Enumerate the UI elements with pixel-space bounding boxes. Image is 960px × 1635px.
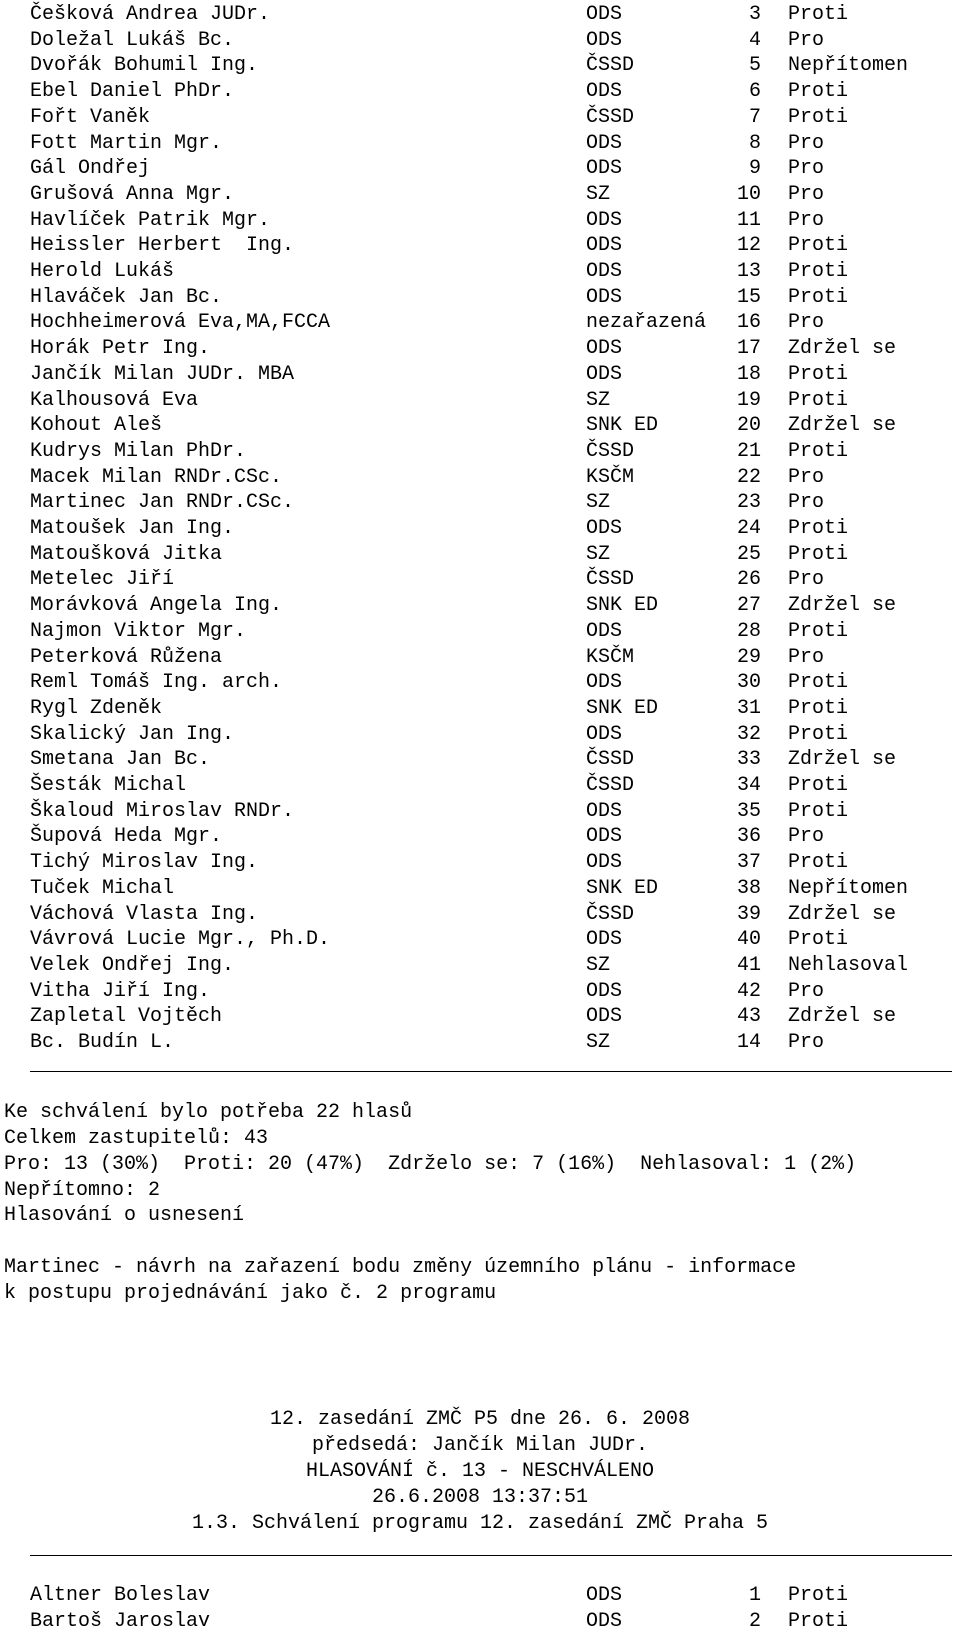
table-row <box>0 542 960 568</box>
member-party: ODS <box>586 979 623 1003</box>
member-party: SZ <box>586 388 611 412</box>
member-name: Bartoš Jaroslav <box>30 1609 211 1633</box>
motion-text-line-1: Martinec - návrh na zařazení bodu změny územního plánu - informace <box>4 1256 797 1279</box>
member-number: 32 <box>736 722 761 746</box>
table-row <box>0 1030 960 1056</box>
member-number: 34 <box>736 774 761 797</box>
vote-type: Hlasování o usnesení <box>4 1204 245 1227</box>
member-vote: Proti <box>788 696 849 720</box>
member-name: Matoušek Jan Ing. <box>30 517 235 540</box>
member-number: 22 <box>736 465 761 489</box>
member-number: 30 <box>736 671 761 695</box>
vote-tally: Pro: 13 (30%) Proti: 20 (47%) Zdrželo se: 7 (16%) Nehlasoval: 1 (2%) <box>4 1153 857 1176</box>
member-party: ČSSD <box>586 774 635 797</box>
member-vote: Proti <box>788 851 849 875</box>
member-name: Heissler Herbert Ing. <box>30 234 295 258</box>
table-row <box>0 1004 960 1030</box>
absent-count: Nepřítomno: 2 <box>4 1179 161 1202</box>
member-party: ODS <box>586 260 623 283</box>
member-name: Rygl Zdeněk <box>30 696 163 720</box>
member-party: ODS <box>586 337 623 361</box>
member-number: 36 <box>736 825 761 849</box>
agenda-item: 1.3. Schválení programu 12. zasedání ZMČ Praha 5 <box>191 1512 769 1535</box>
member-name: Hlaváček Jan Bc. <box>30 285 223 309</box>
member-number: 21 <box>736 439 761 463</box>
table-row <box>0 388 960 414</box>
table-row <box>0 53 960 79</box>
member-name: Reml Tomáš Ing. arch. <box>30 671 283 695</box>
member-name: Tichý Miroslav Ing. <box>30 851 259 875</box>
member-number: 17 <box>736 337 761 361</box>
member-name: Velek Ondřej Ing. <box>30 953 235 977</box>
member-vote: Proti <box>788 722 849 746</box>
member-vote: Proti <box>788 362 849 386</box>
member-number: 20 <box>736 414 761 438</box>
member-number: 13 <box>736 260 761 283</box>
member-party: SZ <box>586 491 611 515</box>
member-vote: Pro <box>788 825 825 849</box>
member-name: Škaloud Miroslav RNDr. <box>30 799 295 823</box>
member-vote: Proti <box>788 388 849 412</box>
member-party: ODS <box>586 799 623 823</box>
member-vote: Pro <box>788 311 825 335</box>
table-row <box>0 902 960 928</box>
member-vote: Zdržel se <box>788 748 897 772</box>
table-row <box>0 439 960 465</box>
member-party: ODS <box>586 234 623 258</box>
member-name: Dvořák Bohumil Ing. <box>30 54 259 78</box>
table-row <box>0 2 960 28</box>
member-vote: Proti <box>788 619 849 643</box>
table-row <box>0 516 960 542</box>
member-vote: Pro <box>788 1031 825 1054</box>
member-party: ODS <box>586 1584 623 1607</box>
member-vote: Pro <box>788 157 825 181</box>
member-name: Jančík Milan JUDr. MBA <box>30 362 295 386</box>
table-row <box>0 233 960 259</box>
member-vote: Proti <box>788 260 849 283</box>
chair-line: předsedá: Jančík Milan JUDr. <box>311 1434 649 1457</box>
table-row <box>0 850 960 876</box>
table-row <box>0 105 960 131</box>
member-vote: Proti <box>788 671 849 695</box>
member-party: ODS <box>586 362 623 386</box>
table-row <box>0 131 960 157</box>
member-party: ODS <box>586 80 623 104</box>
member-number: 7 <box>748 105 761 129</box>
member-number: 40 <box>736 928 761 952</box>
member-name: Metelec Jiří <box>30 568 175 592</box>
table-row <box>0 670 960 696</box>
member-vote: Proti <box>788 928 849 952</box>
member-number: 5 <box>748 54 761 78</box>
member-name: Fott Martin Mgr. <box>30 131 223 155</box>
member-vote: Proti <box>788 774 849 797</box>
member-number: 4 <box>748 28 761 52</box>
member-number: 14 <box>736 1031 761 1054</box>
member-vote: Proti <box>788 799 849 823</box>
member-name: Grušová Anna Mgr. <box>30 182 235 206</box>
member-vote: Pro <box>788 568 825 592</box>
member-name: Smetana Jan Bc. <box>30 748 211 772</box>
table-row <box>0 722 960 748</box>
member-vote: Proti <box>788 80 849 104</box>
member-party: ODS <box>586 28 623 52</box>
member-number: 11 <box>736 208 761 232</box>
member-party: ČSSD <box>586 902 635 926</box>
member-party: ČSSD <box>586 105 635 129</box>
member-name: Váchová Vlasta Ing. <box>30 902 259 926</box>
member-name: Herold Lukáš <box>30 260 175 283</box>
member-party: ODS <box>586 671 623 695</box>
member-vote: Pro <box>788 491 825 515</box>
table-row <box>0 362 960 388</box>
table-row <box>0 567 960 593</box>
member-name: Skalický Jan Ing. <box>30 722 235 746</box>
total-members: Celkem zastupitelů: 43 <box>4 1127 269 1150</box>
member-number: 29 <box>736 645 761 669</box>
member-party: ČSSD <box>586 748 635 772</box>
member-number: 6 <box>748 80 761 104</box>
member-party: ODS <box>586 3 623 26</box>
table-row <box>0 336 960 362</box>
member-party: ČSSD <box>586 439 635 463</box>
member-name: Havlíček Patrik Mgr. <box>30 208 271 232</box>
member-vote: Proti <box>788 517 849 540</box>
member-party: ODS <box>586 285 623 309</box>
member-name: Peterková Růžena <box>30 645 223 669</box>
member-number: 9 <box>748 157 761 181</box>
member-party: ODS <box>586 851 623 875</box>
table-row <box>0 182 960 208</box>
member-party: SZ <box>586 1031 611 1054</box>
member-number: 37 <box>736 851 761 875</box>
session-title: 12. zasedání ZMČ P5 dne 26. 6. 2008 <box>269 1408 691 1431</box>
member-name: Altner Boleslav <box>30 1584 211 1607</box>
member-party: ČSSD <box>586 568 635 592</box>
member-party: SNK ED <box>586 594 659 618</box>
member-vote: Proti <box>788 439 849 463</box>
member-number: 12 <box>736 234 761 258</box>
member-number: 25 <box>736 542 761 566</box>
member-party: ODS <box>586 722 623 746</box>
table-row <box>0 619 960 645</box>
member-vote: Zdržel se <box>788 594 897 618</box>
table-row <box>0 1609 960 1635</box>
vote-timestamp: 26.6.2008 13:37:51 <box>371 1486 589 1509</box>
member-name: Vávrová Lucie Mgr., Ph.D. <box>30 928 331 952</box>
member-party: ODS <box>586 619 623 643</box>
member-party: SZ <box>586 542 611 566</box>
table-row <box>0 979 960 1005</box>
member-party: SZ <box>586 182 611 206</box>
member-party: ODS <box>586 131 623 155</box>
member-number: 33 <box>736 748 761 772</box>
table-row <box>0 310 960 336</box>
member-number: 28 <box>736 619 761 643</box>
member-number: 24 <box>736 517 761 540</box>
member-party: SNK ED <box>586 414 659 438</box>
member-name: Kalhousová Eva <box>30 388 199 412</box>
member-party: ODS <box>586 1005 623 1029</box>
member-number: 39 <box>736 902 761 926</box>
member-number: 42 <box>736 979 761 1003</box>
member-number: 31 <box>736 696 761 720</box>
member-vote: Nepřítomen <box>788 876 909 900</box>
member-party: KSČM <box>586 645 635 669</box>
member-party: SNK ED <box>586 876 659 900</box>
member-party: ODS <box>586 1609 623 1633</box>
member-name: Vitha Jiří Ing. <box>30 979 211 1003</box>
member-vote: Proti <box>788 3 849 26</box>
table-row <box>0 876 960 902</box>
member-number: 23 <box>736 491 761 515</box>
table-row <box>0 259 960 285</box>
member-name: Kudrys Milan PhDr. <box>30 439 247 463</box>
member-number: 2 <box>748 1609 761 1633</box>
member-name: Martinec Jan RNDr.CSc. <box>30 491 295 515</box>
member-party: nezařazená <box>586 311 707 335</box>
member-party: ODS <box>586 825 623 849</box>
member-number: 3 <box>748 3 761 26</box>
member-vote: Proti <box>788 542 849 566</box>
member-number: 10 <box>736 182 761 206</box>
table-row <box>0 953 960 979</box>
member-name: Fořt Vaněk <box>30 105 151 129</box>
member-vote: Pro <box>788 645 825 669</box>
table-row <box>0 799 960 825</box>
member-number: 27 <box>736 594 761 618</box>
member-number: 15 <box>736 285 761 309</box>
member-vote: Proti <box>788 234 849 258</box>
table-row <box>0 747 960 773</box>
member-vote: Proti <box>788 1609 849 1633</box>
table-row <box>0 824 960 850</box>
table-row <box>0 285 960 311</box>
member-number: 43 <box>736 1005 761 1029</box>
table-row <box>0 696 960 722</box>
member-number: 8 <box>748 131 761 155</box>
table-row <box>0 490 960 516</box>
member-number: 16 <box>736 311 761 335</box>
member-name: Zapletal Vojtěch <box>30 1005 223 1029</box>
member-party: ODS <box>586 157 623 181</box>
member-name: Šupová Heda Mgr. <box>30 825 223 849</box>
separator-line <box>30 1071 952 1072</box>
table-row <box>0 1583 960 1609</box>
member-name: Matoušková Jitka <box>30 542 223 566</box>
member-name: Šesták Michal <box>30 774 187 797</box>
member-vote: Pro <box>788 131 825 155</box>
table-row <box>0 208 960 234</box>
member-vote: Pro <box>788 182 825 206</box>
table-row <box>0 79 960 105</box>
vote-result-title: HLASOVÁNÍ č. 13 - NESCHVÁLENO <box>305 1460 655 1483</box>
separator-line <box>30 1555 952 1556</box>
member-party: KSČM <box>586 465 635 489</box>
member-name: Kohout Aleš <box>30 414 163 438</box>
member-party: SZ <box>586 953 611 977</box>
table-row <box>0 465 960 491</box>
member-name: Doležal Lukáš Bc. <box>30 28 235 52</box>
member-name: Hochheimerová Eva,MA,FCCA <box>30 311 331 335</box>
member-number: 41 <box>736 953 761 977</box>
member-vote: Nepřítomen <box>788 54 909 78</box>
member-party: ODS <box>586 517 623 540</box>
table-row <box>0 645 960 671</box>
table-row <box>0 413 960 439</box>
member-name: Morávková Angela Ing. <box>30 594 283 618</box>
table-row <box>0 156 960 182</box>
member-party: ODS <box>586 928 623 952</box>
member-name: Gál Ondřej <box>30 157 151 181</box>
member-vote: Pro <box>788 208 825 232</box>
member-name: Ebel Daniel PhDr. <box>30 80 235 104</box>
member-name: Najmon Viktor Mgr. <box>30 619 247 643</box>
table-row <box>0 927 960 953</box>
member-number: 26 <box>736 568 761 592</box>
member-party: ČSSD <box>586 54 635 78</box>
required-votes: Ke schválení bylo potřeba 22 hlasů <box>4 1101 413 1124</box>
member-party: ODS <box>586 208 623 232</box>
member-vote: Zdržel se <box>788 414 897 438</box>
member-vote: Proti <box>788 285 849 309</box>
member-vote: Nehlasoval <box>788 953 909 977</box>
member-vote: Proti <box>788 1584 849 1607</box>
member-vote: Zdržel se <box>788 902 897 926</box>
member-vote: Pro <box>788 979 825 1003</box>
member-number: 18 <box>736 362 761 386</box>
member-vote: Zdržel se <box>788 337 897 361</box>
table-row <box>0 593 960 619</box>
motion-text-line-2: k postupu projednávání jako č. 2 programu <box>4 1282 497 1305</box>
member-vote: Pro <box>788 28 825 52</box>
member-name: Bc. Budín L. <box>30 1031 175 1054</box>
member-name: Tuček Michal <box>30 876 175 900</box>
member-number: 35 <box>736 799 761 823</box>
member-vote: Proti <box>788 105 849 129</box>
member-name: Horák Petr Ing. <box>30 337 211 361</box>
member-party: SNK ED <box>586 696 659 720</box>
member-number: 19 <box>736 388 761 412</box>
member-vote: Pro <box>788 465 825 489</box>
table-row <box>0 773 960 799</box>
member-number: 1 <box>748 1584 761 1607</box>
member-vote: Zdržel se <box>788 1005 897 1029</box>
member-name: Macek Milan RNDr.CSc. <box>30 465 283 489</box>
table-row <box>0 28 960 54</box>
member-name: Češková Andrea JUDr. <box>30 3 271 26</box>
member-number: 38 <box>736 876 761 900</box>
